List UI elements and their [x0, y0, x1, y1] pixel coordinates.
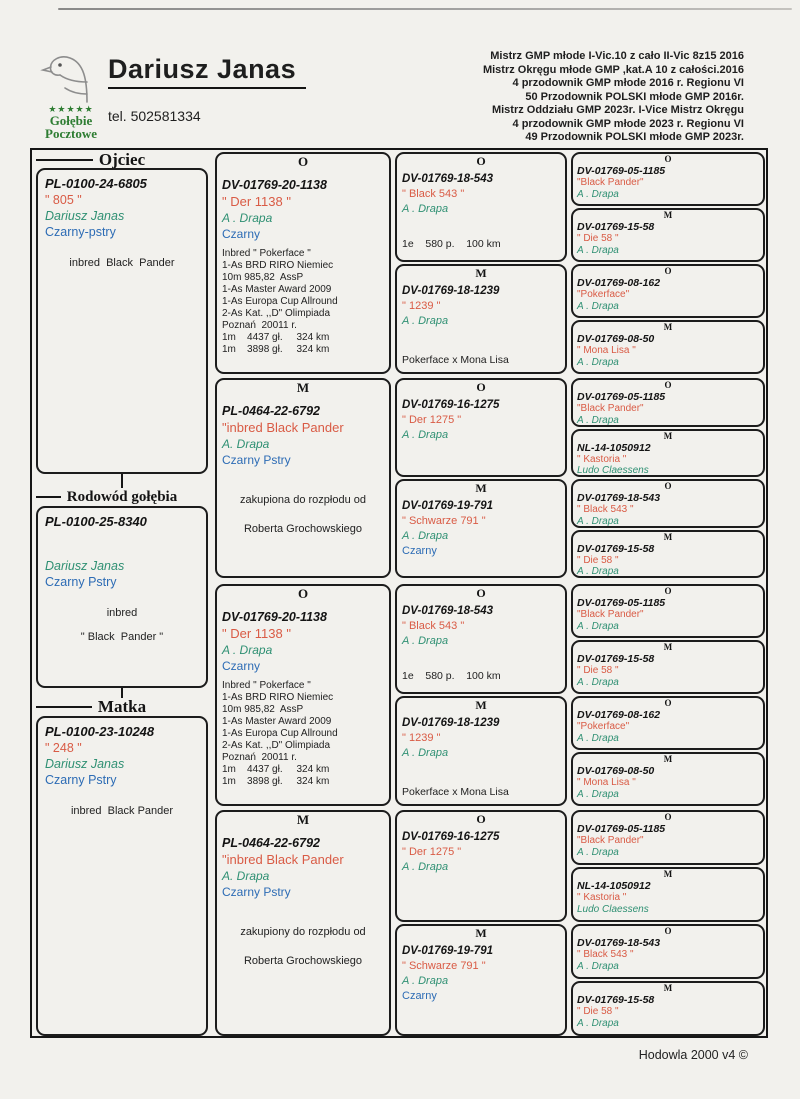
pedigree-box-gen3: [395, 584, 567, 694]
sex-letter: M: [296, 380, 310, 395]
owner-name: A . Drapa: [577, 515, 619, 527]
owner-name: A . Drapa: [222, 211, 273, 225]
sex-letter: O: [664, 586, 672, 596]
owner-name: A . Drapa: [402, 203, 449, 215]
mother-section-label: [36, 698, 208, 716]
ring-number: DV-01769-08-162: [577, 277, 661, 289]
sex-letter: O: [664, 380, 672, 390]
sex-letter: M: [475, 698, 487, 712]
ring-number: DV-01769-05-1185: [577, 823, 666, 835]
father-section-label: [36, 152, 208, 168]
pigeon-name: " 1239 ": [402, 300, 441, 312]
owner-name: A . Drapa: [577, 414, 619, 426]
ring-number: DV-01769-20-1138: [222, 178, 327, 192]
pigeon-name: " Kastoria ": [577, 453, 627, 465]
sex-letter: M: [663, 210, 673, 220]
achievement-line: 49 Przodownik POLSKI młode GMP 2023r.: [525, 131, 744, 143]
pigeon-name: " Mona Lisa ": [577, 345, 636, 356]
owner-name: A . Drapa: [402, 861, 449, 873]
feather-color: Czarny: [402, 545, 437, 557]
note-line: 10m 985,82 AssP: [222, 704, 304, 715]
ring-number: DV-01769-08-50: [577, 333, 655, 345]
ring-number: DV-01769-16-1275: [402, 831, 500, 843]
sex-letter: M: [663, 642, 673, 652]
sex-letter: O: [476, 586, 486, 600]
owner-name: A . Drapa: [577, 676, 619, 688]
owner-name: A . Drapa: [402, 315, 449, 327]
connector-line: [36, 496, 61, 498]
ring-number: DV-01769-18-543: [402, 173, 493, 185]
owner-name: Dariusz Janas: [45, 559, 125, 573]
pigeon-name: " Kastoria ": [577, 892, 627, 903]
pigeon-name: "inbred Black Pander: [222, 852, 344, 867]
sex-letter: M: [663, 430, 673, 441]
pigeon-name: "inbred Black Pander: [222, 420, 344, 435]
pedigree-box-gen3: [395, 264, 567, 374]
pigeon-name: " Black 543 ": [402, 188, 465, 200]
ring-number: DV-01769-19-791: [402, 500, 493, 512]
feather-color: Czarny Pstry: [45, 575, 117, 589]
logo-stars: ★★★★★: [48, 104, 94, 114]
pigeon-name: "Black Pander": [577, 609, 644, 620]
note-line: 1-As Europa Cup Allround: [222, 728, 338, 739]
owner-name: A . Drapa: [577, 960, 619, 972]
subject-pigeon-box: [36, 506, 208, 688]
sex-letter: O: [664, 926, 672, 936]
sex-letter: O: [297, 586, 309, 601]
owner-name: Dariusz Janas: [45, 209, 125, 223]
pedigree-box-gen2: [215, 584, 391, 806]
pedigree-box-gen4: [571, 752, 765, 806]
race-result: 1e 580 p. 100 km: [402, 670, 501, 682]
sex-letter: O: [297, 154, 309, 169]
sex-letter: M: [475, 926, 487, 940]
generation2-column: [215, 152, 391, 1036]
note-line: 1-As Master Award 2009: [222, 716, 332, 727]
owner-name: A . Drapa: [577, 566, 619, 577]
sex-letter: M: [475, 266, 487, 280]
note-line: 1m 3898 gł. 324 km: [222, 776, 330, 787]
achievement-line: Mistrz Okręgu młode GMP ,kat.A 10 z całości.2016: [482, 63, 744, 76]
pedigree-box-gen4: [571, 264, 765, 318]
owner-name: A . Drapa: [577, 846, 619, 858]
pedigree-box-gen4: [571, 378, 765, 427]
pedigree-box-gen3: [395, 810, 567, 922]
ring-number: DV-01769-18-543: [577, 937, 661, 949]
pedigree-box-gen4: [571, 320, 765, 374]
achievements-notes: [222, 680, 384, 788]
generation3-column: [395, 152, 567, 1036]
achievement-line: 4 przodownik GMP młode 2023 r. Regionu VI: [512, 117, 744, 130]
race-result: 1e 580 p. 100 km: [402, 238, 501, 250]
pedigree-box-gen4: [571, 479, 765, 528]
pigeon-name: "Pokerface": [577, 289, 630, 300]
pigeon-name: "Pokerface": [577, 721, 630, 732]
note-line: 1-As Europa Cup Allround: [222, 296, 338, 307]
sex-letter: O: [664, 698, 672, 708]
pedigree-box-gen4: [571, 810, 765, 865]
sex-letter: M: [663, 869, 673, 879]
pigeon-name: " Schwarze 791 ": [402, 960, 486, 972]
pigeon-name: " Die 58 ": [577, 1006, 619, 1017]
pigeon-name: " Der 1275 ": [402, 414, 462, 426]
ring-number: DV-01769-18-1239: [402, 717, 500, 729]
owner-name: Ludo Claessens: [577, 903, 649, 915]
sex-letter: O: [664, 266, 672, 276]
note-line: 1m 4437 gł. 324 km: [222, 764, 330, 775]
breeding-note: inbred Black Pander: [70, 805, 174, 817]
pigeon-name: " Mona Lisa ": [577, 777, 636, 788]
ring-number: PL-0464-22-6792: [222, 836, 320, 850]
mother-box: [36, 716, 208, 1036]
sex-letter: M: [475, 481, 487, 495]
owner-name: A . Drapa: [402, 530, 449, 542]
sex-letter: O: [476, 812, 486, 826]
owner-name: A . Drapa: [402, 635, 449, 647]
ring-number: DV-01769-15-58: [577, 542, 655, 555]
pedigree-box-gen4: [571, 208, 765, 262]
connector-line: [36, 159, 93, 161]
feather-color: Czarny: [222, 227, 261, 241]
club-logo: [34, 46, 108, 140]
note-line: 2-As Kat. ,,D" Olimpiada: [222, 308, 331, 319]
pedigree-box-gen2: [215, 378, 391, 578]
pedigree-box-gen4: [571, 640, 765, 694]
pedigree-box-gen3: [395, 378, 567, 477]
purchase-note: zakupiony do rozpłodu od: [240, 926, 366, 938]
pigeon-name: " Der 1138 ": [222, 626, 291, 641]
owner-name: A . Drapa: [222, 643, 273, 657]
pigeon-name: "Black Pander": [577, 403, 644, 414]
feather-color: Czarny: [222, 659, 261, 673]
note-line: 2-As Kat. ,,D" Olimpiada: [222, 740, 331, 751]
pedigree-box-gen4: [571, 924, 765, 979]
sex-letter: M: [663, 983, 673, 993]
owner-name: A. Drapa: [222, 437, 270, 451]
achievement-line: 4 przodownik GMP młode 2016 r. Regionu VI: [512, 77, 744, 89]
sex-letter: O: [476, 380, 486, 394]
ring-number: DV-01769-18-543: [402, 605, 493, 617]
note-line: Inbred " Pokerface ": [222, 248, 311, 259]
generation4-column: [571, 152, 765, 1036]
sex-letter: M: [663, 322, 673, 332]
achievement-line: 50 Przodownik POLSKI młode GMP 2016r.: [525, 90, 744, 103]
pigeon-name: " Der 1275 ": [402, 846, 462, 858]
ring-number: NL-14-1050912: [577, 880, 651, 892]
pedigree-box-gen4: [571, 696, 765, 750]
pedigree-box-gen4: [571, 981, 765, 1036]
owner-name: Ludo Claessens: [577, 465, 649, 476]
pigeon-name: " Black 543 ": [402, 620, 465, 632]
owner-name: A . Drapa: [402, 429, 449, 441]
ring-number: DV-01769-08-162: [577, 709, 661, 721]
note-line: Poznań 20011 r.: [222, 320, 297, 331]
note-line: 1-As BRD RIRO Niemiec: [222, 692, 334, 703]
owner-name: A. Drapa: [222, 869, 270, 883]
ring-number: DV-01769-20-1138: [222, 610, 327, 624]
note-line: 1m 3898 gł. 324 km: [222, 344, 330, 355]
pigeon-name: " Black 543 ": [577, 949, 634, 960]
sex-letter: O: [664, 154, 672, 164]
ring-number: DV-01769-08-50: [577, 765, 655, 777]
ring-number: DV-01769-05-1185: [577, 165, 666, 177]
achievements-list: [384, 50, 744, 145]
pedigree-section-label: [36, 488, 208, 506]
ring-number: DV-01769-19-791: [402, 945, 493, 957]
ring-number: PL-0464-22-6792: [222, 404, 320, 418]
pigeon-name: " 248 ": [45, 741, 82, 755]
achievements-notes: [222, 248, 384, 356]
breeder-name: Dariusz Janas: [108, 54, 306, 89]
pedigree-box-gen4: [571, 152, 765, 206]
pedigree-box-gen3: [395, 696, 567, 806]
pigeon-name: " Die 58 ": [577, 665, 619, 676]
pedigree-box-gen2: [215, 152, 391, 374]
sex-letter: O: [664, 481, 672, 491]
owner-name: A . Drapa: [577, 620, 619, 632]
breeding-note: inbred Black Pander: [69, 257, 175, 269]
owner-name: A . Drapa: [577, 244, 619, 256]
ring-number: DV-01769-16-1275: [402, 399, 500, 411]
pedigree-box-gen4: [571, 530, 765, 579]
note-line: Poznań 20011 r.: [222, 752, 297, 763]
purchase-note: Roberta Grochowskiego: [243, 955, 362, 967]
connector-line: [121, 474, 123, 488]
ring-number: DV-01769-15-58: [577, 994, 655, 1006]
ring-number: PL-0100-25-8340: [45, 514, 147, 529]
pedigree-box-gen4: [571, 429, 765, 478]
scanner-edge-artifact: [58, 8, 792, 10]
feather-color: Czarny-pstry: [45, 225, 116, 239]
owner-name: Dariusz Janas: [45, 757, 125, 771]
pigeon-name: " Black 543 ": [577, 504, 634, 515]
pigeon-name: " Schwarze 791 ": [402, 515, 486, 527]
pedigree-box-gen3: [395, 479, 567, 578]
pedigree-box-gen4: [571, 584, 765, 638]
pigeon-logo-icon: [40, 46, 102, 104]
parents-note: Pokerface x Mona Lisa: [402, 354, 509, 366]
note-line: 1m 4437 gł. 324 km: [222, 332, 330, 343]
feather-color: Czarny Pstry: [45, 773, 117, 787]
owner-name: A . Drapa: [577, 788, 619, 800]
mother-label: Matka: [97, 697, 147, 716]
ring-number: DV-01769-15-58: [577, 221, 655, 233]
ring-number: PL-0100-24-6805: [45, 176, 147, 191]
owner-name: A . Drapa: [577, 300, 619, 312]
owner-name: A . Drapa: [577, 356, 619, 368]
owner-name: A . Drapa: [402, 747, 449, 759]
pedigree-box-gen4: [571, 867, 765, 922]
ring-number: DV-01769-15-58: [577, 653, 655, 665]
ring-number: DV-01769-18-1239: [402, 285, 500, 297]
pedigree-label: Rodowód gołębia: [66, 488, 178, 505]
ring-number: PL-0100-23-10248: [45, 724, 155, 739]
purchase-note: zakupiona do rozpłodu od: [240, 494, 366, 506]
connector-line: [36, 706, 92, 708]
pigeon-name: "Black Pander": [577, 177, 644, 188]
pigeon-name: " 805 ": [45, 193, 82, 207]
father-label: Ojciec: [98, 150, 146, 169]
pigeon-name: " 1239 ": [402, 732, 441, 744]
pigeon-name: "Black Pander": [577, 835, 644, 846]
feather-color: Czarny Pstry: [222, 885, 291, 899]
feather-color: Czarny Pstry: [222, 453, 291, 467]
sex-letter: O: [664, 812, 672, 822]
sex-letter: M: [296, 812, 310, 827]
parents-note: Pokerface x Mona Lisa: [402, 786, 509, 798]
pigeon-name: " Die 58 ": [577, 233, 619, 244]
breeding-note: " Black Pander ": [80, 631, 164, 643]
feather-color: Czarny: [402, 990, 437, 1002]
pedigree-box-gen3: [395, 924, 567, 1036]
note-line: Inbred " Pokerface ": [222, 680, 311, 691]
logo-text-line2: Pocztowe: [45, 126, 97, 141]
ring-number: NL-14-1050912: [577, 441, 651, 454]
achievement-line: Mistrz GMP młode I-Vic.10 z cało II-Vic 8z15 2016: [490, 50, 744, 62]
note-line: 1-As Master Award 2009: [222, 284, 332, 295]
achievement-line: Mistrz Oddziału GMP 2023r. I-Vice Mistrz Okręgu: [491, 104, 744, 116]
pedigree-box-gen3: [395, 152, 567, 262]
owner-name: A . Drapa: [402, 975, 449, 987]
pigeon-name: " Der 1138 ": [222, 194, 291, 209]
software-credit: Hodowla 2000 v4 ©: [638, 1048, 748, 1062]
ring-number: DV-01769-05-1185: [577, 391, 666, 403]
owner-name: A . Drapa: [577, 1017, 619, 1029]
phone-number: tel. 502581334: [108, 108, 201, 124]
sex-letter: O: [476, 154, 486, 168]
father-box: [36, 168, 208, 474]
sex-letter: M: [663, 754, 673, 764]
sex-letter: M: [663, 531, 673, 542]
ring-number: DV-01769-05-1185: [577, 597, 666, 609]
pedigree-box-gen2: [215, 810, 391, 1036]
note-line: 1-As BRD RIRO Niemiec: [222, 260, 334, 271]
owner-name: A . Drapa: [577, 732, 619, 744]
purchase-note: Roberta Grochowskiego: [243, 523, 362, 535]
owner-name: A . Drapa: [577, 188, 619, 200]
ring-number: DV-01769-18-543: [577, 492, 661, 504]
breeding-note: inbred: [106, 607, 138, 619]
note-line: 10m 985,82 AssP: [222, 272, 304, 283]
pigeon-name: " Die 58 ": [577, 554, 619, 566]
logo-text-line1: Gołębie: [49, 113, 93, 128]
generation1-column: [36, 152, 208, 1036]
pedigree-frame: [30, 148, 768, 1038]
